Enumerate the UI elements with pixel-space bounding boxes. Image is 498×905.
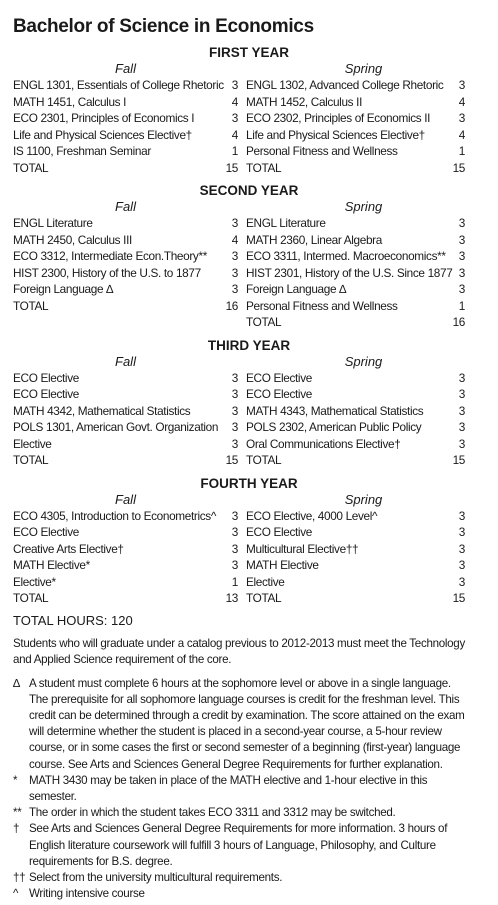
course-name: Personal Fitness and Wellness: [246, 144, 398, 158]
footnote: [13, 676, 485, 773]
spring-course-list: [246, 77, 465, 176]
footnotes: [13, 676, 485, 903]
footnote: [13, 773, 485, 805]
course-hours: 3: [231, 436, 238, 451]
course-name: Creative Arts Elective†: [13, 541, 124, 556]
course-name: TOTAL: [13, 160, 49, 175]
course-name: ECO 3311, Intermed. Macroeconomics**: [246, 249, 446, 263]
course-hours: 3: [458, 574, 465, 589]
course-name: MATH Elective*: [13, 558, 90, 572]
page-title: Bachelor of Science in Economics: [13, 16, 314, 37]
course-name: ENGL 1301, Essentials of College Rhetoric: [13, 78, 224, 92]
course-hours: 3: [231, 558, 238, 572]
course-row: [246, 403, 465, 420]
fall-course-list: [13, 508, 238, 607]
course-row: [246, 557, 465, 574]
footnote-symbol: ∆: [13, 676, 20, 690]
course-row: [13, 590, 238, 607]
footnote-text: MATH 3430 may be taken in place of the MATH elective and 1-hour elective in this semester.: [29, 773, 428, 803]
semester-headings: [13, 354, 485, 370]
course-name: ECO Elective: [246, 370, 312, 385]
course-row: [13, 94, 238, 111]
course-name: ECO Elective: [13, 387, 79, 401]
course-name: ECO 4305, Introduction to Econometrics^: [13, 508, 217, 523]
course-name: TOTAL: [13, 591, 49, 605]
course-row: [13, 386, 238, 403]
course-hours: 16: [225, 298, 238, 313]
course-hours: 3: [458, 558, 465, 572]
course-name: ENGL Literature: [13, 216, 93, 230]
course-name: MATH 4342, Mathematical Statistics: [13, 403, 191, 418]
years-container: [13, 44, 485, 607]
course-hours: 4: [458, 127, 465, 142]
semester-headings: [13, 61, 485, 77]
course-name: ECO Elective: [246, 525, 312, 539]
semester-columns: [13, 508, 485, 607]
footnote-symbol: †: [13, 822, 20, 836]
course-row: [246, 436, 465, 453]
course-hours: 3: [231, 403, 238, 418]
course-hours: 3: [458, 541, 465, 556]
course-row: [13, 508, 238, 525]
course-name: ENGL 1302, Advanced College Rhetoric: [246, 78, 444, 92]
course-hours: 4: [458, 94, 465, 109]
course-name: Elective: [246, 574, 285, 589]
spring-course-list: [246, 215, 465, 331]
course-row: [13, 265, 238, 282]
course-row: [246, 452, 465, 469]
course-row: [13, 370, 238, 387]
course-name: ENGL Literature: [246, 216, 326, 230]
course-hours: 3: [231, 265, 238, 280]
course-row: [13, 232, 238, 249]
course-name: ECO 2302, Principles of Economics II: [246, 111, 431, 125]
course-row: [13, 403, 238, 420]
course-name: ECO Elective: [13, 370, 79, 385]
year-heading: THIRD YEAR: [207, 337, 291, 353]
course-hours: 15: [452, 453, 465, 467]
fall-label: Fall: [115, 61, 136, 76]
course-hours: 3: [458, 232, 465, 247]
course-row: [13, 298, 238, 315]
course-hours: 3: [458, 525, 465, 539]
course-row: [13, 143, 238, 160]
course-row: [13, 127, 238, 144]
course-hours: 3: [458, 508, 465, 523]
course-hours: 16: [452, 315, 465, 329]
course-hours: 3: [231, 249, 238, 263]
footnote-text: The order in which the student takes ECO 3311 and 3312 may be switched.: [29, 806, 396, 820]
course-name: POLS 1301, American Govt. Organization: [13, 420, 219, 434]
course-name: ECO 3312, Intermediate Econ.Theory**: [13, 249, 207, 263]
course-row: [246, 143, 465, 160]
course-row: [246, 524, 465, 541]
footnote-symbol: *: [13, 773, 18, 787]
course-name: ECO Elective: [246, 387, 312, 401]
fall-label: Fall: [115, 353, 136, 369]
course-hours: 3: [231, 541, 238, 556]
course-hours: 3: [231, 420, 238, 434]
footnote-text: A student must complete 6 hours at the sophomore level or above in a single language. The prerequisite for all sophomore language courses is credit for the freshman level. This credit can be determined through a credit by examination. The score attained on the exam will determine whether the student is placed in a second-year course, a 5-hour review course, or in some cases the first or second semester of a beginning (first-year) language course. See Arts and Sciences General Degree Requirements for further explanation.: [29, 676, 465, 771]
year-block: [13, 182, 485, 331]
semester-headings: [13, 492, 485, 508]
course-name: Oral Communications Elective†: [246, 436, 401, 451]
course-row: [13, 524, 238, 541]
spring-label: Spring: [344, 61, 383, 76]
course-row: [13, 452, 238, 469]
course-hours: 3: [458, 282, 465, 296]
year-heading: SECOND YEAR: [199, 183, 299, 198]
course-name: Elective*: [13, 574, 56, 589]
course-name: HIST 2300, History of the U.S. to 1877: [13, 265, 201, 280]
course-row: [13, 574, 238, 591]
course-hours: 3: [231, 525, 238, 539]
course-hours: 3: [458, 387, 465, 401]
course-hours: 1: [231, 144, 238, 158]
course-row: [246, 215, 465, 232]
course-name: MATH 4343, Mathematical Statistics: [246, 403, 424, 418]
course-name: TOTAL: [13, 298, 49, 313]
course-hours: 3: [458, 216, 465, 230]
fall-course-list: [13, 77, 238, 176]
course-row: [13, 541, 238, 558]
course-row: [246, 314, 465, 331]
course-row: [246, 77, 465, 94]
course-name: Foreign Language ∆: [246, 282, 346, 296]
course-hours: 4: [231, 127, 238, 142]
course-row: [13, 160, 238, 177]
course-hours: 3: [231, 508, 238, 523]
course-row: [246, 386, 465, 403]
course-row: [246, 281, 465, 298]
course-row: [13, 215, 238, 232]
course-name: Foreign Language ∆: [13, 282, 113, 296]
course-hours: 15: [225, 453, 238, 467]
year-block: [13, 337, 485, 469]
course-row: [246, 370, 465, 387]
spring-label: Spring: [344, 491, 383, 507]
course-row: [13, 281, 238, 298]
course-hours: 15: [452, 160, 465, 175]
course-name: Life and Physical Sciences Elective†: [246, 127, 425, 142]
footnote-symbol: **: [13, 806, 22, 820]
course-name: Multicultural Elective††: [246, 541, 359, 556]
footnote-symbol: ^: [13, 887, 19, 901]
course-name: MATH 2360, Linear Algebra: [246, 232, 382, 247]
course-row: [13, 77, 238, 94]
fall-course-list: [13, 370, 238, 469]
course-name: MATH 1451, Calculus I: [13, 94, 127, 109]
semester-columns: [13, 370, 485, 469]
course-hours: 3: [231, 370, 238, 385]
course-hours: 13: [225, 591, 238, 605]
fall-label: Fall: [115, 199, 136, 214]
course-hours: 3: [231, 111, 238, 125]
course-hours: 3: [458, 420, 465, 434]
course-row: [246, 110, 465, 127]
course-name: TOTAL: [246, 315, 282, 329]
course-row: [13, 557, 238, 574]
course-row: [13, 419, 238, 436]
footnote: [13, 805, 485, 821]
course-row: [246, 298, 465, 315]
course-name: ECO Elective, 4000 Level^: [246, 508, 378, 523]
catalog-note: Students who will graduate under a catalog previous to 2012-2013 must meet the Technology and Applied Science requirement of the core.: [13, 636, 465, 666]
course-name: MATH Elective: [246, 558, 319, 572]
year-block: [13, 475, 485, 607]
course-row: [246, 265, 465, 282]
course-name: ECO 2301, Principles of Economics I: [13, 111, 195, 125]
course-hours: 3: [231, 282, 238, 296]
course-name: MATH 2450, Calculus III: [13, 232, 132, 247]
spring-course-list: [246, 508, 465, 607]
spring-label: Spring: [344, 353, 383, 369]
course-row: [13, 436, 238, 453]
course-name: Life and Physical Sciences Elective†: [13, 127, 192, 142]
course-hours: 3: [231, 78, 238, 92]
course-hours: 3: [458, 265, 465, 280]
course-row: [246, 160, 465, 177]
course-name: Personal Fitness and Wellness: [246, 298, 398, 313]
year-heading: FOURTH YEAR: [200, 475, 298, 491]
course-name: TOTAL: [246, 591, 282, 605]
course-hours: 3: [231, 387, 238, 401]
course-hours: 3: [458, 249, 465, 263]
year-block: [13, 44, 485, 176]
course-hours: 1: [458, 298, 465, 313]
course-row: [246, 419, 465, 436]
course-row: [13, 248, 238, 265]
spring-label: Spring: [344, 199, 383, 214]
total-hours: TOTAL HOURS: 120: [13, 612, 133, 628]
year-heading: FIRST YEAR: [208, 45, 289, 60]
course-row: [246, 248, 465, 265]
course-hours: 4: [231, 232, 238, 247]
course-name: TOTAL: [13, 453, 49, 467]
footnote: [13, 821, 485, 870]
footnote: [13, 870, 485, 886]
course-row: [246, 590, 465, 607]
course-hours: 15: [452, 591, 465, 605]
course-name: Elective: [13, 436, 52, 451]
fall-course-list: [13, 215, 238, 331]
course-row: [246, 232, 465, 249]
course-hours: 15: [225, 160, 238, 175]
course-row: [246, 508, 465, 525]
course-row: [246, 541, 465, 558]
course-name: TOTAL: [246, 160, 282, 175]
semester-headings: [13, 199, 485, 215]
course-row: [13, 110, 238, 127]
footnote-symbol: ††: [13, 870, 26, 884]
course-name: POLS 2302, American Public Policy: [246, 420, 422, 434]
semester-columns: [13, 215, 485, 331]
course-hours: 1: [231, 574, 238, 589]
spring-course-list: [246, 370, 465, 469]
course-name: ECO Elective: [13, 525, 79, 539]
semester-columns: [13, 77, 485, 176]
course-hours: 3: [458, 111, 465, 125]
fall-label: Fall: [115, 491, 136, 507]
course-row: [246, 94, 465, 111]
footnote-text: Select from the university multicultural requirements.: [29, 870, 283, 884]
course-hours: 3: [458, 78, 465, 92]
course-row: [246, 127, 465, 144]
course-hours: 3: [458, 403, 465, 418]
course-hours: 3: [458, 370, 465, 385]
course-row: [246, 574, 465, 591]
footnote: [13, 886, 485, 902]
course-name: MATH 1452, Calculus II: [246, 94, 362, 109]
course-hours: 3: [458, 436, 465, 451]
course-hours: 1: [458, 144, 465, 158]
course-hours: 3: [231, 216, 238, 230]
course-name: IS 1100, Freshman Seminar: [13, 144, 151, 158]
footnote-text: Writing intensive course: [29, 887, 145, 901]
course-hours: 4: [231, 94, 238, 109]
course-name: HIST 2301, History of the U.S. Since 1877: [246, 265, 453, 280]
footnote-text: See Arts and Sciences General Degree Requirements for more information. 3 hours of English literature coursework will fulfill 3 hours of Language, Philosophy, and Culture requirements for B.S. degree.: [29, 822, 448, 868]
course-name: TOTAL: [246, 453, 282, 467]
